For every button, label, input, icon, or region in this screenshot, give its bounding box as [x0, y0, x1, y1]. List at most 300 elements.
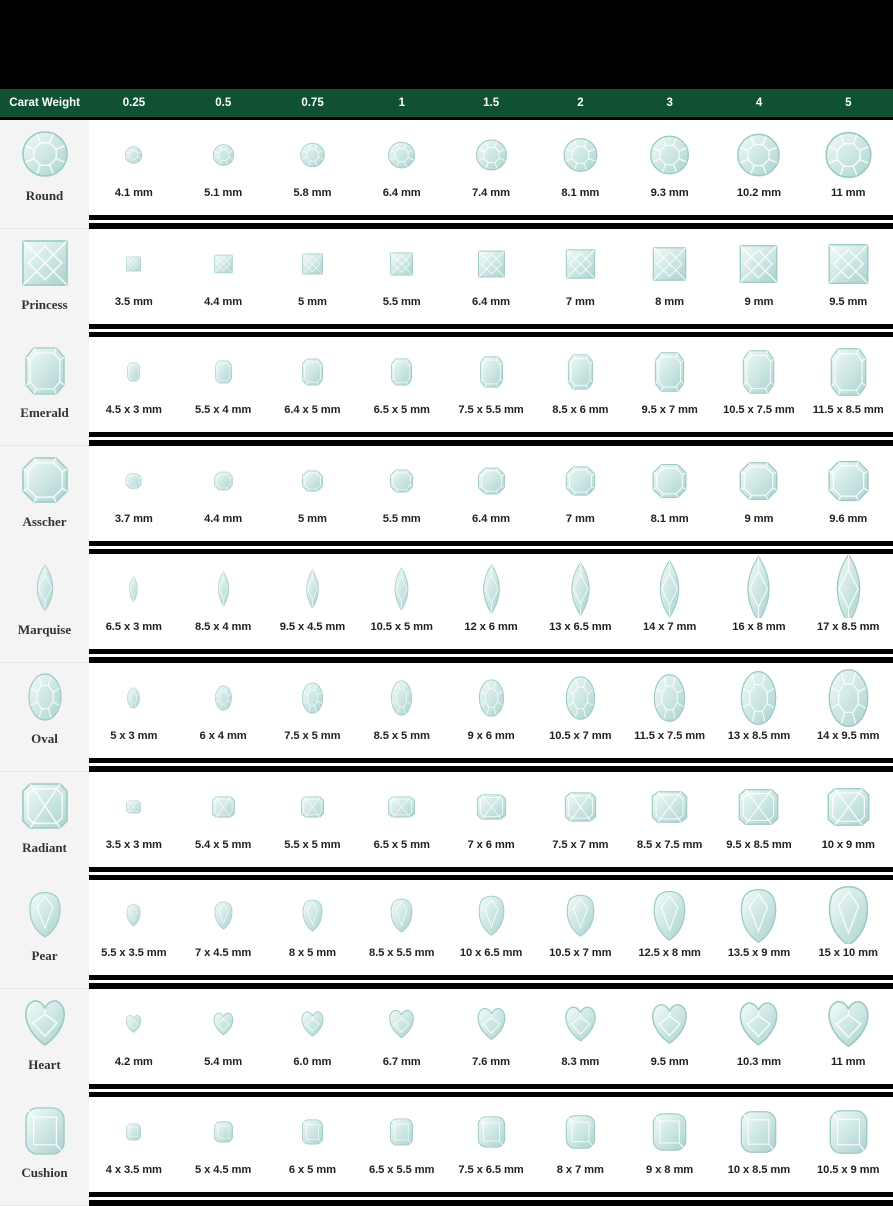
size-label: 12.5 x 8 mm [638, 947, 701, 960]
gem-round-2 [536, 120, 625, 184]
size-cell [447, 554, 536, 649]
size-cell [625, 880, 714, 975]
size-label: 9.5 mm [650, 1055, 689, 1068]
header-carat-0.5: 0.5 [215, 97, 232, 109]
size-label: 13 x 6.5 mm [549, 621, 612, 634]
size-label: 9.5 x 7 mm [641, 404, 698, 417]
size-label: 7 x 4.5 mm [194, 947, 252, 960]
size-cell [625, 446, 714, 541]
gem-princess-3 [625, 229, 714, 293]
size-cell [804, 663, 893, 758]
size-cell [536, 880, 625, 975]
princess-diamond-icon-svg [22, 239, 68, 289]
gem-radiant-2 [536, 772, 625, 836]
gem-marquise-0.25 [89, 554, 178, 618]
size-cell [625, 1097, 714, 1192]
size-cell [268, 772, 357, 867]
gem-oval-3 [625, 663, 714, 727]
size-cell [536, 663, 625, 758]
size-cell [804, 120, 893, 215]
size-label: 5.5 x 4 mm [194, 404, 252, 417]
gem-princess-4 [714, 229, 803, 293]
size-label: 5 mm [297, 295, 327, 308]
size-label: 13 x 8.5 mm [727, 730, 791, 742]
gem-marquise-2 [536, 554, 625, 618]
gem-emerald-0.75 [268, 337, 357, 401]
gem-round-0.25 [89, 120, 178, 184]
size-label: 5.5 mm [382, 512, 421, 525]
gem-heart-0.25 [89, 989, 178, 1053]
size-cell [89, 229, 178, 324]
shape-name: Round [25, 188, 64, 203]
size-cell [536, 772, 625, 867]
gem-emerald-0.5 [179, 337, 268, 401]
size-cell [179, 772, 268, 867]
gem-cushion-0.25 [89, 1097, 178, 1161]
gem-princess-1 [357, 229, 446, 293]
gem-cushion-5 [804, 1097, 893, 1161]
size-label: 8 mm [655, 295, 684, 308]
asscher-diamond-icon [22, 456, 68, 511]
size-cell [89, 989, 178, 1084]
size-cell [536, 1097, 625, 1192]
size-label: 5.8 mm [293, 187, 332, 199]
shape-label-cell [0, 120, 89, 229]
size-label: 11 mm [831, 187, 866, 199]
gem-princess-2 [536, 229, 625, 293]
gem-princess-0.25 [89, 229, 178, 293]
shape-label-cell [0, 663, 89, 772]
size-cell [714, 663, 803, 758]
size-label: 8.5 x 4 mm [194, 621, 252, 634]
marquise-diamond-icon [22, 564, 68, 619]
oval-diamond-icon [22, 673, 68, 728]
gem-cushion-1 [357, 1097, 446, 1161]
size-label: 16 x 8 mm [732, 621, 786, 634]
row-separator [89, 440, 893, 445]
size-cell [357, 663, 446, 758]
size-cell [89, 663, 178, 758]
table-row-round [0, 120, 893, 228]
size-cell [268, 663, 357, 758]
size-label: 6 x 4 mm [199, 730, 247, 742]
gem-asscher-1.5 [447, 446, 536, 510]
size-cell [536, 337, 625, 432]
size-label: 9.5 mm [829, 295, 868, 308]
oval-diamond-icon-svg [22, 673, 68, 723]
gem-radiant-4 [714, 772, 803, 836]
size-label: 6.4 mm [472, 295, 510, 308]
size-cell [714, 446, 803, 541]
gem-pear-1 [357, 880, 446, 944]
size-label: 5.5 x 5 mm [284, 838, 341, 851]
gem-pear-1.5 [447, 880, 536, 944]
shape-name: Marquise [17, 622, 72, 638]
radiant-diamond-icon-svg [22, 782, 68, 832]
size-cell [625, 663, 714, 758]
header-carat-0.25: 0.25 [122, 97, 146, 109]
gem-round-0.75 [268, 120, 357, 184]
size-label: 4.4 mm [204, 512, 243, 525]
header-carat-0.75: 0.75 [301, 97, 324, 109]
gem-asscher-1 [357, 446, 446, 510]
gem-emerald-4 [714, 337, 803, 401]
row-separator [89, 223, 893, 228]
size-label: 13.5 x 9 mm [727, 947, 791, 960]
size-label: 8.1 mm [650, 512, 689, 525]
gem-pear-3 [625, 880, 714, 944]
size-label: 6 x 5 mm [288, 1164, 336, 1177]
gem-radiant-0.25 [89, 772, 178, 836]
princess-diamond-icon [22, 239, 68, 294]
gem-marquise-5 [804, 554, 893, 618]
size-cell [357, 120, 446, 215]
heart-diamond-icon [22, 999, 68, 1054]
size-cell [714, 337, 803, 432]
size-cell [447, 989, 536, 1084]
size-label: 11.5 x 7.5 mm [634, 730, 706, 742]
gem-round-3 [625, 120, 714, 184]
shape-name: Radiant [22, 839, 67, 855]
size-label: 5 x 4.5 mm [194, 1164, 252, 1177]
header-carat-4: 4 [755, 97, 763, 109]
size-cell [714, 1097, 803, 1192]
size-label: 9.6 mm [829, 512, 868, 525]
size-cell [268, 554, 357, 649]
gem-cushion-3 [625, 1097, 714, 1161]
gem-heart-1.5 [447, 989, 536, 1053]
size-cell [447, 880, 536, 975]
size-label: 8.5 x 5 mm [373, 730, 430, 742]
pear-diamond-icon-svg [22, 890, 68, 940]
size-label: 6.5 x 3 mm [105, 621, 162, 634]
shape-label-cell [0, 1097, 89, 1206]
gem-pear-0.25 [89, 880, 178, 944]
gem-radiant-5 [804, 772, 893, 836]
gem-asscher-0.75 [268, 446, 357, 510]
gem-marquise-4 [714, 554, 803, 618]
size-label: 10.3 mm [736, 1055, 781, 1068]
size-cell [179, 337, 268, 432]
row-separator [89, 1200, 893, 1205]
size-cell [179, 446, 268, 541]
size-label: 7 x 6 mm [467, 838, 515, 851]
size-label: 11 mm [831, 1055, 866, 1068]
size-cell [714, 772, 803, 867]
gem-marquise-3 [625, 554, 714, 618]
emerald-diamond-icon-svg [22, 347, 68, 397]
size-cell [625, 120, 714, 215]
emerald-diamond-icon [22, 347, 68, 402]
gem-pear-2 [536, 880, 625, 944]
size-cell [536, 229, 625, 324]
size-label: 4.5 x 3 mm [105, 404, 162, 417]
table-row-radiant [0, 772, 893, 880]
size-label: 10.5 x 9 mm [817, 1164, 880, 1177]
size-label: 9 mm [744, 295, 774, 308]
header-carat-5: 5 [845, 97, 852, 109]
size-label: 9.5 x 8.5 mm [726, 838, 792, 851]
gem-oval-1 [357, 663, 446, 727]
size-cell [625, 989, 714, 1084]
header-carat-weight: Carat Weight [9, 97, 80, 109]
size-label: 14 x 9.5 mm [817, 730, 880, 742]
gem-princess-5 [804, 229, 893, 293]
gem-emerald-0.25 [89, 337, 178, 401]
size-cell [179, 989, 268, 1084]
cushion-diamond-icon [22, 1107, 68, 1162]
gem-heart-2 [536, 989, 625, 1053]
size-cell [179, 554, 268, 649]
gem-round-5 [804, 120, 893, 184]
size-label: 3.5 mm [114, 295, 153, 308]
row-separator [89, 983, 893, 988]
size-label: 8.1 mm [561, 187, 600, 199]
shape-name: Heart [28, 1056, 61, 1072]
gem-pear-4 [714, 880, 803, 944]
shape-label-cell [0, 446, 89, 555]
gem-oval-0.25 [89, 663, 178, 727]
gem-radiant-0.5 [179, 772, 268, 836]
size-label: 6.4 x 5 mm [284, 404, 341, 417]
marquise-diamond-icon-svg [22, 564, 68, 614]
gem-heart-4 [714, 989, 803, 1053]
shape-name: Emerald [20, 405, 69, 421]
size-cell [268, 989, 357, 1084]
gem-pear-0.5 [179, 880, 268, 944]
table-row-cushion [0, 1097, 893, 1205]
size-label: 8.5 x 5.5 mm [369, 947, 435, 960]
size-cell [357, 772, 446, 867]
size-cell [268, 880, 357, 975]
size-cell [89, 446, 178, 541]
size-cell [447, 446, 536, 541]
size-cell [804, 1097, 893, 1192]
gem-marquise-1 [357, 554, 446, 618]
gem-marquise-1.5 [447, 554, 536, 618]
size-cell [447, 337, 536, 432]
size-cell [804, 989, 893, 1084]
table-row-oval [0, 663, 893, 771]
gem-asscher-0.5 [179, 446, 268, 510]
top-black-band [0, 0, 893, 89]
row-separator [89, 657, 893, 662]
gem-emerald-1 [357, 337, 446, 401]
gem-round-0.5 [179, 120, 268, 184]
size-label: 11.5 x 8.5 mm [812, 404, 884, 417]
size-label: 6.5 x 5 mm [373, 838, 430, 851]
size-label: 6.5 x 5.5 mm [369, 1164, 435, 1177]
size-label: 3.7 mm [114, 512, 153, 525]
gem-cushion-1.5 [447, 1097, 536, 1161]
size-label: 7.4 mm [472, 187, 510, 199]
size-cell [447, 772, 536, 867]
size-cell [357, 989, 446, 1084]
size-label: 10.5 x 5 mm [370, 621, 433, 634]
size-label: 7 mm [565, 512, 595, 525]
gem-emerald-5 [804, 337, 893, 401]
gem-round-1 [357, 120, 446, 184]
table-row-emerald [0, 337, 893, 445]
size-label: 8 x 5 mm [288, 947, 336, 960]
size-label: 9 x 8 mm [646, 1164, 694, 1177]
size-cell [804, 337, 893, 432]
size-cell [536, 446, 625, 541]
gem-heart-0.75 [268, 989, 357, 1053]
shape-name: Cushion [21, 1165, 68, 1181]
gem-cushion-0.75 [268, 1097, 357, 1161]
size-cell [357, 446, 446, 541]
round-diamond-icon [22, 130, 68, 185]
table-row-asscher [0, 446, 893, 554]
gem-asscher-2 [536, 446, 625, 510]
gem-heart-0.5 [179, 989, 268, 1053]
size-cell [357, 337, 446, 432]
table-row-marquise [0, 554, 893, 662]
header-carat-1: 1 [398, 97, 406, 109]
gem-emerald-2 [536, 337, 625, 401]
gem-pear-5 [804, 880, 893, 944]
shape-name: Oval [31, 731, 58, 746]
size-cell [179, 120, 268, 215]
table-row-pear [0, 880, 893, 988]
size-label: 5 mm [297, 512, 327, 525]
size-cell [268, 337, 357, 432]
size-label: 10.5 x 7 mm [549, 730, 612, 742]
size-cell [89, 772, 178, 867]
size-cell [536, 120, 625, 215]
size-label: 6.4 mm [382, 187, 421, 199]
size-cell [89, 554, 178, 649]
shape-name: Pear [31, 948, 58, 964]
size-label: 8.3 mm [561, 1055, 600, 1068]
size-cell [714, 229, 803, 324]
size-label: 12 x 6 mm [464, 621, 518, 634]
heart-diamond-icon-svg [22, 999, 68, 1049]
size-cell [447, 663, 536, 758]
gem-marquise-0.75 [268, 554, 357, 618]
size-label: 15 x 10 mm [818, 947, 878, 960]
pear-diamond-icon [22, 890, 68, 945]
size-label: 6.7 mm [382, 1055, 421, 1068]
row-separator [89, 875, 893, 880]
size-cell [268, 120, 357, 215]
size-cell [804, 554, 893, 649]
size-cell [357, 880, 446, 975]
size-label: 4 x 3.5 mm [105, 1164, 162, 1177]
size-label: 10.5 x 7.5 mm [723, 404, 795, 417]
size-label: 10 x 9 mm [821, 838, 875, 851]
size-label: 5.1 mm [204, 187, 243, 199]
size-label: 10 x 8.5 mm [727, 1164, 791, 1177]
size-cell [625, 554, 714, 649]
size-cell [447, 120, 536, 215]
size-cell [268, 229, 357, 324]
size-label: 9 mm [744, 512, 774, 525]
size-cell [179, 229, 268, 324]
size-cell [268, 1097, 357, 1192]
table-row-heart [0, 989, 893, 1097]
asscher-diamond-icon-svg [22, 456, 68, 506]
size-cell [804, 772, 893, 867]
size-label: 7 mm [565, 295, 595, 308]
size-cell [89, 337, 178, 432]
size-cell [804, 880, 893, 975]
size-cell [536, 554, 625, 649]
table-row-princess [0, 229, 893, 337]
gem-marquise-0.5 [179, 554, 268, 618]
size-cell [714, 880, 803, 975]
gem-emerald-1.5 [447, 337, 536, 401]
gem-oval-1.5 [447, 663, 536, 727]
size-cell [447, 1097, 536, 1192]
shape-label-cell [0, 337, 89, 446]
gem-oval-4 [714, 663, 803, 727]
shape-label-cell [0, 772, 89, 881]
size-label: 6.5 x 5 mm [373, 404, 430, 417]
size-cell [625, 772, 714, 867]
size-label: 10.2 mm [736, 187, 781, 199]
size-cell [89, 880, 178, 975]
size-cell [447, 229, 536, 324]
gem-asscher-4 [714, 446, 803, 510]
gem-oval-0.75 [268, 663, 357, 727]
gem-asscher-3 [625, 446, 714, 510]
size-cell [625, 337, 714, 432]
size-label: 8.5 x 6 mm [552, 404, 609, 417]
size-label: 5.5 x 3.5 mm [101, 947, 167, 960]
size-label: 5.4 mm [204, 1055, 243, 1068]
size-cell [536, 989, 625, 1084]
row-separator [89, 766, 893, 771]
gem-round-1.5 [447, 120, 536, 184]
gem-round-4 [714, 120, 803, 184]
size-label: 10.5 x 7 mm [549, 947, 612, 960]
gem-cushion-0.5 [179, 1097, 268, 1161]
size-label: 5.4 x 5 mm [194, 838, 252, 851]
gem-radiant-0.75 [268, 772, 357, 836]
row-separator [89, 332, 893, 337]
size-cell [714, 989, 803, 1084]
gem-radiant-3 [625, 772, 714, 836]
shape-label-cell [0, 880, 89, 989]
size-label: 8.5 x 7.5 mm [636, 838, 703, 851]
shape-name: Princess [21, 296, 68, 312]
shape-label-cell [0, 229, 89, 338]
size-label: 7.5 x 7 mm [552, 838, 609, 851]
size-cell [357, 1097, 446, 1192]
gem-heart-3 [625, 989, 714, 1053]
size-cell [268, 446, 357, 541]
cushion-diamond-icon-svg [22, 1107, 68, 1157]
size-label: 7.5 x 5.5 mm [458, 404, 524, 417]
gem-radiant-1 [357, 772, 446, 836]
size-label: 4.4 mm [204, 295, 243, 308]
size-label: 5 x 3 mm [110, 730, 158, 742]
size-label: 9.3 mm [650, 187, 689, 199]
header-row [0, 89, 893, 117]
size-cell [357, 554, 446, 649]
size-label: 9.5 x 4.5 mm [279, 621, 346, 634]
size-cell [804, 446, 893, 541]
row-separator [89, 1092, 893, 1097]
gem-emerald-3 [625, 337, 714, 401]
size-cell [179, 663, 268, 758]
header-carat-3: 3 [666, 97, 673, 109]
size-label: 6.0 mm [293, 1055, 332, 1068]
gem-oval-0.5 [179, 663, 268, 727]
size-label: 7.5 x 5 mm [284, 730, 341, 742]
